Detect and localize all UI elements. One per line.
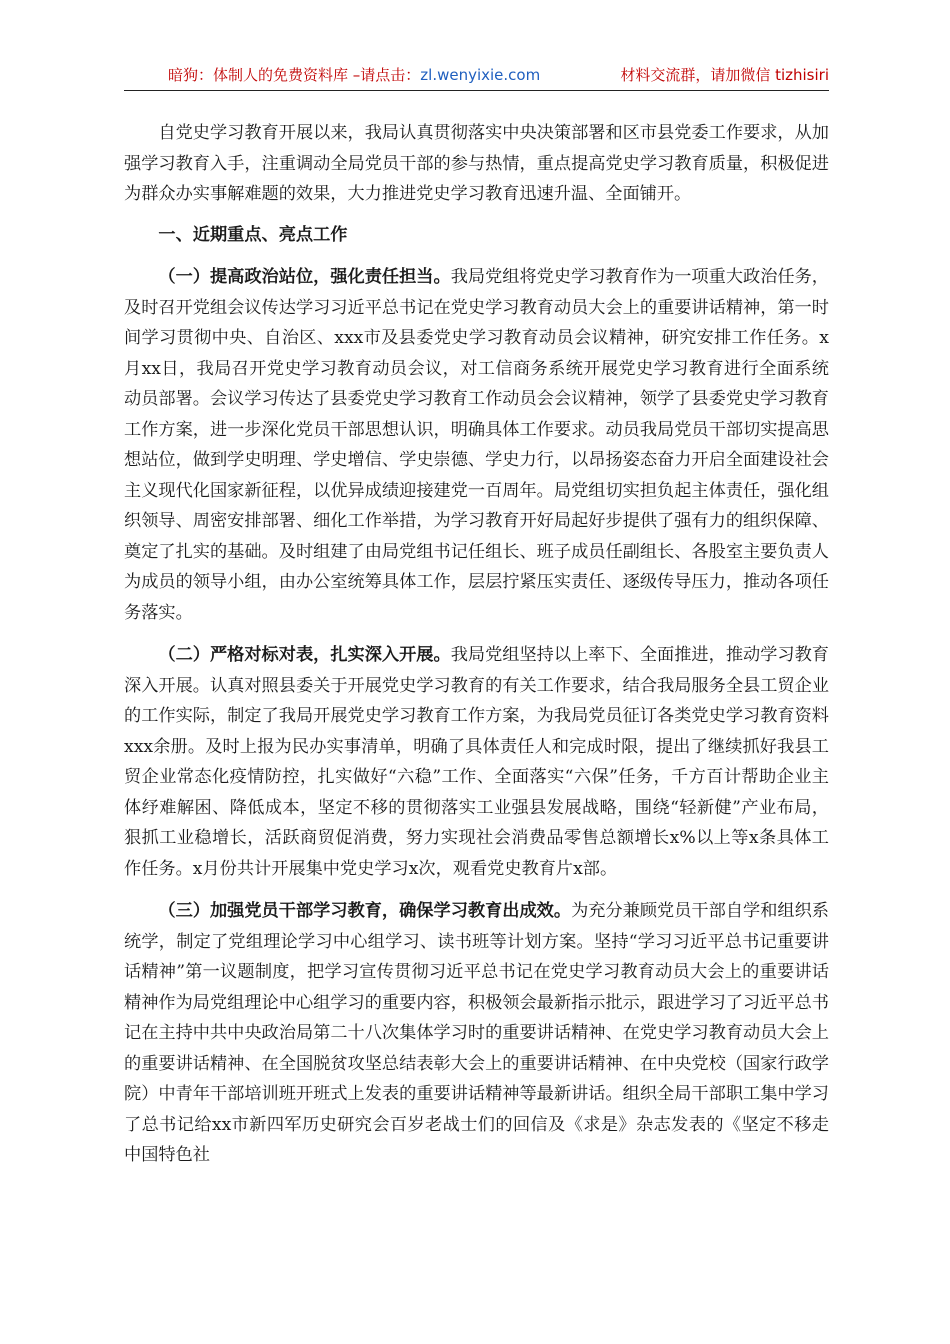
contact-info: 材料交流群，请加微信 tizhisiri bbox=[620, 66, 829, 84]
paragraph-2-text: 我局党组坚持以上率下、全面推进，推动学习教育深入开展。认真对照县委关于开展党史学习教育的有关工作要求，结合我局服务全县工贸企业的工作实际，制定了我局开展党史学习教育工作方案，为我局党员征订各类党史学习教育资料xxx余册。及时上报为民办实事清单，明确了具体责任人和完成时限，提出了继续抓好我县工贸企业常态化疫情防控，扎实做好“六稳”工作、全面落实“六保”任务，千方百计帮助企业主体纾难解困、降低成本，坚定不移的贯彻落实工业强县发展战略，围绕“轻新健”产业布局，狠抓工业稳增长，活跃商贸促消费，努力实现社会消费品零售总额增长x%以上等x条具体工作任务。x月份共计开展集中党史学习x次，观看党史教育片x部。 bbox=[124, 645, 829, 879]
paragraph-1-title: （一）提高政治站位，强化责任担当。 bbox=[158, 267, 451, 287]
site-url-link[interactable]: zl.wenyixie.com bbox=[420, 66, 541, 84]
document-body bbox=[124, 118, 829, 1183]
paragraph-1 bbox=[124, 262, 829, 628]
page-header bbox=[124, 62, 829, 91]
intro-paragraph: 自党史学习教育开展以来，我局认真贯彻落实中央决策部署和区市县党委工作要求，从加强学习教育入手，注重调动全局党员干部的参与热情，重点提高党史学习教育质量，积极促进为群众办实事解难题的效果，大力推进党史学习教育迅速升温、全面铺开。 bbox=[124, 123, 829, 204]
paragraph-1-text: 我局党组将党史学习教育作为一项重大政治任务，及时召开党组会议传达学习习近平总书记在党史学习教育动员大会上的重要讲话精神，第一时间学习贯彻中央、自治区、xxx市及县委党史学习教育动员会议精神，研究安排工作任务。x月xx日，我局召开党史学习教育动员会议，对工信商务系统开展党史学习教育进行全面系统动员部署。会议学习传达了县委党史学习教育工作动员会会议精神，领学了县委党史学习教育工作方案，进一步深化党员干部思想认识，明确具体工作要求。动员我局党员干部切实提高思想站位，做到学史明理、学史增信、学史崇德、学史力行，以昂扬姿态奋力开启全面建设社会主义现代化国家新征程，以优异成绩迎接建党一百周年。局党组切实担负起主体责任，强化组织领导、周密安排部署、细化工作举措，为学习教育开好局起好步提供了强有力的组织保障、奠定了扎实的基础。及时组建了由局党组书记任组长、班子成员任副组长、各股室主要负责人为成员的领导小组，由办公室统筹具体工作，层层拧紧压实责任、逐级传导压力，推动各项任务落实。 bbox=[124, 267, 829, 623]
section-heading: 一、近期重点、亮点工作 bbox=[158, 224, 348, 245]
site-prefix: 暗狗：体制人的免费资料库 –请点击： bbox=[168, 66, 421, 84]
paragraph-3-text: 为充分兼顾党员干部自学和组织系统学，制定了党组理论学习中心组学习、读书班等计划方案。坚持“学习习近平总书记重要讲话精神”第一议题制度，把学习宣传贯彻习近平总书记在党史学习教育动员大会上的重要讲话精神作为局党组理论中心组学习的重要内容，积极领会最新指示批示，跟进学习了习近平总书记在主持中共中央政治局第二十八次集体学习时的重要讲话精神、在党史学习教育动员大会上的重要讲话精神、在全国脱贫攻坚总结表彰大会上的重要讲话精神、在中央党校（国家行政学院）中青年干部培训班开班式上发表的重要讲话精神等最新讲话。组织全局干部职工集中学习了总书记给xx市新四军历史研究会百岁老战士们的回信及《求是》杂志发表的《坚定不移走中国特色社 bbox=[124, 901, 829, 1165]
paragraph-3-title: （三）加强党员干部学习教育，确保学习教育出成效。 bbox=[158, 901, 572, 921]
paragraph-2-title: （二）严格对标对表，扎实深入开展。 bbox=[158, 645, 451, 665]
site-banner[interactable] bbox=[168, 62, 540, 88]
paragraph-3 bbox=[124, 896, 829, 1171]
paragraph-2 bbox=[124, 640, 829, 884]
